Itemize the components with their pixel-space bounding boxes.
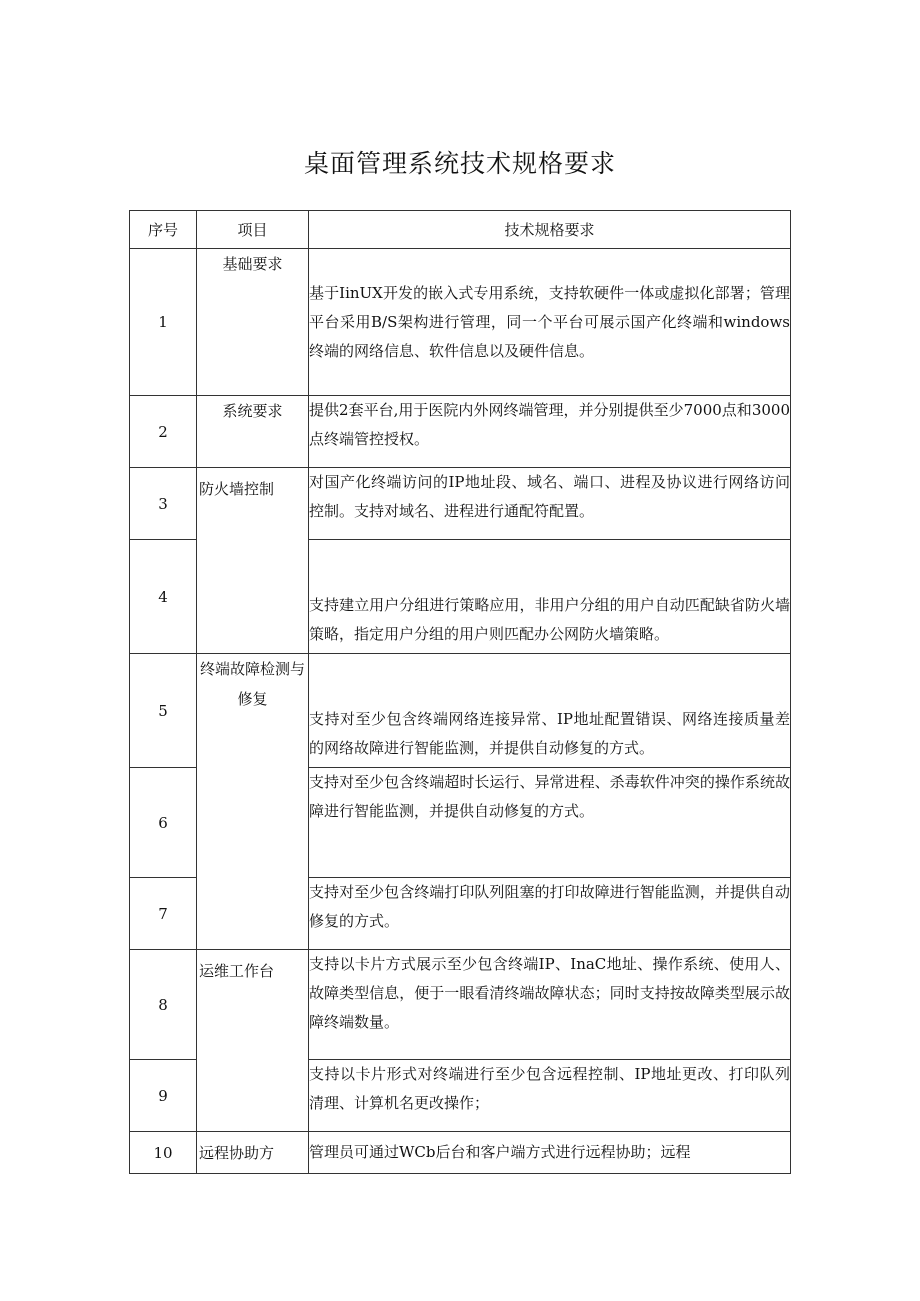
table-row (130, 654, 791, 768)
row-spec: 支持建立用户分组进行策略应用，非用户分组的用户自动匹配缺省防火墙策略，指定用户分组的用户则匹配办公网防火墙策略。 (309, 540, 791, 654)
row-spec: 支持以卡片方式展示至少包含终端IP、InaC地址、操作系统、使用人、故障类型信息，便于一眼看清终端故障状态；同时支持按故障类型展示故障终端数量。 (309, 950, 791, 1060)
row-number: 8 (130, 950, 197, 1060)
row-number: 4 (130, 540, 197, 654)
header-item: 项目 (197, 211, 309, 249)
header-spec: 技术规格要求 (309, 211, 791, 249)
row-number: 2 (130, 396, 197, 468)
table-row (130, 396, 791, 468)
table-row (130, 468, 791, 540)
header-no: 序号 (130, 211, 197, 249)
row-spec: 支持对至少包含终端打印队列阻塞的打印故障进行智能监测，并提供自动修复的方式。 (309, 878, 791, 950)
row-number: 9 (130, 1060, 197, 1132)
row-spec: 提供2套平台,用于医院内外网终端管理，并分别提供至少7000点和3000点终端管控授权。 (309, 396, 791, 468)
table-row (130, 950, 791, 1060)
row-item: 系统要求 (197, 396, 309, 468)
table-row (130, 249, 791, 396)
row-item: 基础要求 (197, 249, 309, 396)
row-spec: 支持以卡片形式对终端进行至少包含远程控制、IP地址更改、打印队列清理、计算机名更改操作； (309, 1060, 791, 1132)
row-item: 远程协助方 (197, 1132, 309, 1174)
row-number: 1 (130, 249, 197, 396)
row-number: 5 (130, 654, 197, 768)
table-header-row (130, 211, 791, 249)
row-number: 7 (130, 878, 197, 950)
row-spec: 基于IinUX开发的嵌入式专用系统，支持软硬件一体或虚拟化部署；管理平台采用B/S架构进行管理，同一个平台可展示国产化终端和windows终端的网络信息、软件信息以及硬件信息。 (309, 249, 791, 396)
row-item: 运维工作台 (197, 950, 309, 1132)
row-number: 3 (130, 468, 197, 540)
row-spec: 支持对至少包含终端网络连接异常、IP地址配置错误、网络连接质量差的网络故障进行智能监测，并提供自动修复的方式。 (309, 654, 791, 768)
row-spec: 对国产化终端访问的IP地址段、域名、端口、进程及协议进行网络访问控制。支持对域名、进程进行通配符配置。 (309, 468, 791, 540)
row-spec: 管理员可通过WCb后台和客户端方式进行远程协助；远程 (309, 1132, 791, 1174)
table-row (130, 1132, 791, 1174)
spec-table (129, 210, 791, 1174)
row-number: 10 (130, 1132, 197, 1174)
row-item: 防火墙控制 (197, 468, 309, 654)
row-item: 终端故障检测与修复 (197, 654, 309, 950)
row-number: 6 (130, 768, 197, 878)
row-spec: 支持对至少包含终端超时长运行、异常进程、杀毒软件冲突的操作系统故障进行智能监测，并提供自动修复的方式。 (309, 768, 791, 878)
document-title: 桌面管理系统技术规格要求 (303, 149, 616, 178)
